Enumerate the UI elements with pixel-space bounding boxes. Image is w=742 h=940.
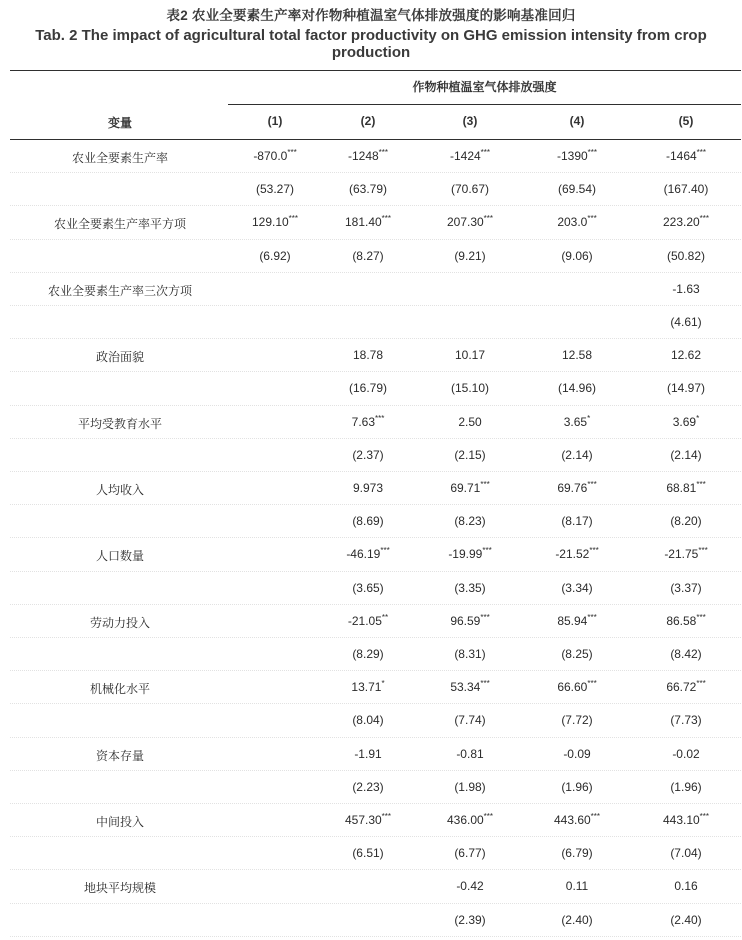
- cell-value: 18.78: [352, 348, 384, 363]
- cell-value: (2.37): [352, 447, 384, 462]
- table-cell-col-4: [527, 348, 627, 362]
- table-cell-col-4: [527, 149, 627, 163]
- cell-value: -46.19: [346, 547, 381, 562]
- cell-value: -1424: [449, 149, 481, 163]
- significance-stars: ***: [381, 812, 392, 821]
- cell-value: (2.40): [670, 912, 702, 927]
- significance-stars: ***: [587, 480, 597, 489]
- table-row-standard-error: [0, 837, 742, 870]
- significance-stars: ***: [381, 214, 392, 224]
- table-cell-col-5: [636, 481, 736, 495]
- cell-value: 443.10: [662, 813, 700, 827]
- table-row-coefficient: [0, 804, 742, 837]
- table-row-coefficient: [0, 339, 742, 372]
- cell-value: (2.40): [561, 912, 593, 927]
- table-cell-col-5: [636, 249, 736, 263]
- table-cell-col-3: [420, 614, 520, 628]
- table-row-coefficient: [0, 870, 742, 903]
- cell-value: (3.37): [670, 580, 702, 595]
- dependent-variable-header: 作物种植温室气体排放强度: [412, 80, 557, 94]
- significance-stars: ***: [696, 612, 706, 622]
- cell-value: (2.39): [454, 912, 486, 927]
- table-cell-col-5: [636, 780, 736, 794]
- table-cell-col-3: [420, 348, 520, 362]
- table-cell-col-4: [527, 680, 627, 694]
- cell-value: -1248: [347, 149, 379, 163]
- table-cell-col-5: [636, 182, 736, 196]
- table-cell-col-5: [636, 713, 736, 727]
- table-row-standard-error: [0, 771, 742, 804]
- table-cell-col-3: [420, 381, 520, 395]
- table-cell-col-4: [527, 747, 627, 761]
- column-header-2: (2): [360, 114, 376, 128]
- table-cell-col-5: [636, 747, 736, 761]
- table-cell-col-5: [636, 448, 736, 462]
- table-cell-col-3: [420, 481, 520, 495]
- table-cell-col-3: [420, 647, 520, 661]
- table-cell-col-1: [225, 215, 325, 229]
- table-cell-col-2: [318, 481, 418, 495]
- table-row-standard-error: [0, 505, 742, 538]
- row-label: 地块平均规模: [83, 881, 156, 896]
- table-cell-col-5: [636, 647, 736, 661]
- cell-value: (3.34): [561, 580, 593, 595]
- cell-value: 66.60: [557, 680, 588, 695]
- table-cell-col-3: [420, 514, 520, 528]
- significance-stars: ***: [480, 148, 491, 157]
- significance-stars: ***: [287, 148, 297, 157]
- cell-value: (8.69): [352, 514, 384, 529]
- significance-stars: ***: [699, 812, 710, 821]
- cell-value: 129.10: [251, 215, 289, 230]
- table-row-standard-error: [0, 904, 742, 937]
- cell-value: -0.09: [563, 746, 591, 761]
- table-cell-col-3: [420, 713, 520, 727]
- cell-value: -0.81: [456, 746, 484, 761]
- table-cell-col-2: [318, 780, 418, 794]
- table-row-standard-error: [0, 572, 742, 605]
- cell-value: (15.10): [450, 381, 490, 396]
- cell-value: -1464: [665, 149, 697, 163]
- cell-value: 69.71: [450, 481, 481, 495]
- cell-value: 68.81: [666, 481, 697, 495]
- cell-value: (6.51): [352, 846, 384, 861]
- cell-value: 457.30: [344, 813, 382, 827]
- cell-value: 203.0: [557, 215, 588, 230]
- table-row-coefficient: [0, 538, 742, 571]
- cell-value: 181.40: [344, 215, 382, 230]
- cell-value: 3.69: [672, 414, 697, 429]
- significance-stars: *: [696, 413, 700, 423]
- table-cell-col-2: [318, 215, 418, 229]
- table-row-coefficient: [0, 738, 742, 771]
- significance-stars: ***: [699, 214, 710, 224]
- cell-value: (50.82): [666, 248, 706, 263]
- table-cell-col-3: [420, 913, 520, 927]
- cell-value: (63.79): [348, 182, 388, 197]
- table-cell-col-2: [318, 680, 418, 694]
- cell-value: (3.65): [352, 580, 384, 595]
- table-cell-col-3: [420, 215, 520, 229]
- significance-stars: ***: [378, 148, 389, 157]
- table-cell-col-5: [636, 913, 736, 927]
- significance-stars: ***: [480, 612, 490, 622]
- cell-value: (6.79): [561, 846, 593, 861]
- cell-value: (8.23): [454, 514, 486, 529]
- table-cell-col-3: [420, 249, 520, 263]
- row-label: 政治面貌: [95, 350, 144, 365]
- table-cell-col-2: [318, 747, 418, 761]
- cell-value: 3.65: [563, 414, 588, 429]
- table-cell-col-5: [636, 415, 736, 429]
- cell-value: -19.99: [448, 547, 483, 562]
- cell-value: 10.17: [454, 348, 486, 363]
- row-divider: [10, 936, 741, 938]
- cell-value: -0.02: [672, 746, 700, 761]
- table-row-coefficient: [0, 472, 742, 505]
- cell-value: (7.04): [670, 846, 702, 861]
- cell-value: (8.20): [670, 514, 702, 529]
- significance-stars: ***: [482, 546, 492, 556]
- significance-stars: *: [587, 413, 591, 423]
- table-cell-col-4: [527, 514, 627, 528]
- row-label: 资本存量: [95, 748, 144, 763]
- table-row-standard-error: [0, 372, 742, 405]
- cell-value: -1.63: [672, 281, 700, 296]
- significance-stars: ***: [698, 546, 708, 556]
- cell-value: 223.20: [662, 215, 700, 230]
- cell-value: -0.42: [456, 879, 484, 894]
- significance-stars: ***: [590, 812, 601, 821]
- table-cell-col-4: [527, 415, 627, 429]
- significance-stars: ***: [480, 480, 490, 489]
- table-top-rule: [10, 70, 741, 71]
- significance-stars: *: [381, 679, 385, 689]
- table-cell-col-2: [318, 713, 418, 727]
- cell-value: (8.25): [561, 647, 593, 661]
- table-cell-col-2: [318, 149, 418, 163]
- table-cell-col-4: [527, 381, 627, 395]
- table-cell-col-5: [636, 581, 736, 595]
- table-cell-col-5: [636, 614, 736, 628]
- table-row-standard-error: [0, 439, 742, 472]
- significance-stars: ***: [288, 214, 299, 224]
- cell-value: 66.72: [666, 680, 697, 695]
- column-header-5: (5): [678, 114, 694, 128]
- table-cell-col-2: [318, 647, 418, 661]
- cell-value: (4.61): [670, 315, 702, 329]
- cell-value: 2.50: [458, 414, 482, 429]
- cell-value: (8.31): [454, 647, 486, 661]
- column-header-1: (1): [267, 114, 283, 128]
- table-row-standard-error: [0, 638, 742, 671]
- significance-stars: ***: [589, 546, 599, 556]
- table-cell-col-2: [318, 581, 418, 595]
- cell-value: -21.75: [664, 547, 699, 562]
- table-cell-col-3: [420, 813, 520, 827]
- table-cell-col-4: [527, 614, 627, 628]
- table-cell-col-2: [318, 348, 418, 362]
- table-cell-col-3: [420, 879, 520, 893]
- table-cell-col-4: [527, 481, 627, 495]
- cell-value: 86.58: [666, 613, 697, 628]
- table-cell-col-5: [636, 879, 736, 893]
- cell-value: 7.63: [351, 414, 375, 429]
- significance-stars: ***: [696, 679, 706, 689]
- cell-value: 0.11: [565, 879, 589, 894]
- table-cell-col-5: [636, 282, 736, 296]
- significance-stars: ***: [375, 413, 385, 423]
- table-row-standard-error: [0, 704, 742, 737]
- table-row-standard-error: [0, 173, 742, 206]
- table-cell-col-2: [318, 614, 418, 628]
- table-cell-col-3: [420, 415, 520, 429]
- cell-value: (2.23): [352, 779, 384, 794]
- table-cell-col-4: [527, 813, 627, 827]
- table-cell-col-4: [527, 581, 627, 595]
- cell-value: -21.05: [347, 613, 382, 628]
- significance-stars: ***: [587, 214, 597, 224]
- cell-value: (7.73): [670, 713, 702, 728]
- table-cell-col-3: [420, 747, 520, 761]
- significance-stars: ***: [483, 812, 494, 821]
- table-cell-col-4: [527, 846, 627, 860]
- cell-value: (1.96): [561, 779, 593, 794]
- table-cell-col-5: [636, 381, 736, 395]
- table-cell-col-2: [318, 813, 418, 827]
- cell-value: (69.54): [557, 182, 597, 197]
- table-cell-col-1: [225, 249, 325, 263]
- table-cell-col-3: [420, 581, 520, 595]
- cell-value: (14.96): [557, 381, 597, 396]
- table-cell-col-3: [420, 448, 520, 462]
- cell-value: (7.72): [561, 713, 593, 728]
- cell-value: (6.92): [259, 248, 291, 263]
- column-header-4: (4): [569, 114, 585, 128]
- cell-value: 436.00: [446, 813, 484, 827]
- cell-value: 207.30: [446, 215, 484, 230]
- table-row-coefficient: [0, 671, 742, 704]
- table-row-standard-error: [0, 306, 742, 339]
- cell-value: (8.27): [352, 248, 384, 263]
- table-cell-col-5: [636, 680, 736, 694]
- column-header-3: (3): [462, 114, 478, 128]
- table-cell-col-3: [420, 680, 520, 694]
- cell-value: (2.14): [561, 447, 593, 462]
- cell-value: (16.79): [348, 381, 388, 396]
- cell-value: (8.42): [670, 647, 702, 661]
- cell-value: 13.71: [351, 680, 382, 695]
- row-label: 人均收入: [95, 483, 144, 497]
- table-cell-col-3: [420, 780, 520, 794]
- table-cell-col-5: [636, 215, 736, 229]
- spanner-rule: [228, 104, 741, 105]
- table-cell-col-2: [318, 415, 418, 429]
- table-cell-col-5: [636, 348, 736, 362]
- row-label: 农业全要素生产率三次方项: [47, 283, 192, 298]
- table-cell-col-4: [527, 647, 627, 661]
- significance-stars: **: [381, 612, 389, 622]
- table-cell-col-4: [527, 215, 627, 229]
- table-title-english: Tab. 2 The impact of agricultural total factor productivity on GHG emission intensity from crop production: [35, 27, 707, 61]
- row-label: 劳动力投入: [89, 615, 150, 630]
- table-cell-col-5: [636, 547, 736, 561]
- significance-stars: ***: [483, 214, 494, 224]
- cell-value: (14.97): [666, 381, 706, 396]
- cell-value: (7.74): [454, 713, 486, 728]
- table-cell-col-3: [420, 846, 520, 860]
- table-row-coefficient: [0, 206, 742, 239]
- cell-value: (70.67): [450, 182, 490, 197]
- significance-stars: ***: [587, 148, 598, 157]
- cell-value: -21.52: [555, 547, 590, 562]
- table-cell-col-3: [420, 182, 520, 196]
- table-cell-col-2: [318, 249, 418, 263]
- cell-value: 85.94: [557, 613, 588, 628]
- cell-value: (8.04): [352, 713, 384, 728]
- cell-value: (8.29): [352, 647, 384, 661]
- cell-value: 12.58: [561, 348, 593, 363]
- cell-value: -1.91: [354, 746, 382, 761]
- table-cell-col-1: [225, 182, 325, 196]
- cell-value: (9.06): [561, 248, 593, 263]
- table-cell-col-3: [420, 547, 520, 561]
- table-cell-col-5: [636, 813, 736, 827]
- cell-value: (8.17): [561, 514, 593, 529]
- table-cell-col-2: [318, 381, 418, 395]
- table-cell-col-3: [420, 149, 520, 163]
- variable-column-header: 变量: [107, 116, 132, 130]
- significance-stars: ***: [696, 148, 707, 157]
- table-cell-col-4: [527, 713, 627, 727]
- table-cell-col-2: [318, 547, 418, 561]
- table-row-coefficient: [0, 605, 742, 638]
- significance-stars: ***: [587, 679, 597, 689]
- cell-value: 12.62: [670, 348, 702, 363]
- table-cell-col-5: [636, 514, 736, 528]
- cell-value: (2.15): [454, 447, 486, 462]
- significance-stars: ***: [587, 612, 597, 622]
- table-cell-col-5: [636, 846, 736, 860]
- cell-value: -870.0: [253, 149, 288, 163]
- table-row-coefficient: [0, 406, 742, 439]
- cell-value: 0.16: [674, 879, 698, 894]
- table-cell-col-4: [527, 182, 627, 196]
- cell-value: (1.98): [454, 779, 486, 794]
- table-cell-col-4: [527, 780, 627, 794]
- row-label: 农业全要素生产率平方项: [53, 217, 186, 232]
- cell-value: (53.27): [255, 182, 295, 197]
- cell-value: 9.973: [352, 481, 384, 495]
- row-label: 农业全要素生产率: [71, 151, 168, 165]
- significance-stars: ***: [480, 679, 490, 689]
- row-label: 机械化水平: [89, 682, 150, 697]
- table-row-coefficient: [0, 273, 742, 306]
- cell-value: (3.35): [454, 580, 486, 595]
- table-cell-col-5: [636, 149, 736, 163]
- cell-value: (167.40): [663, 182, 709, 197]
- table-cell-col-4: [527, 913, 627, 927]
- cell-value: 69.76: [557, 481, 588, 495]
- significance-stars: ***: [696, 480, 706, 489]
- table-cell-col-4: [527, 249, 627, 263]
- table-cell-col-1: [225, 149, 325, 163]
- table-row-standard-error: [0, 240, 742, 273]
- table-cell-col-5: [636, 315, 736, 329]
- cell-value: -1390: [556, 149, 588, 163]
- cell-value: (9.21): [454, 248, 486, 263]
- table-cell-col-4: [527, 547, 627, 561]
- table-cell-col-4: [527, 448, 627, 462]
- cell-value: 53.34: [450, 680, 481, 695]
- table-cell-col-2: [318, 448, 418, 462]
- table-cell-col-4: [527, 879, 627, 893]
- table-cell-col-2: [318, 846, 418, 860]
- table-row-coefficient: [0, 140, 742, 173]
- cell-value: (6.77): [454, 846, 486, 861]
- cell-value: 96.59: [450, 613, 481, 628]
- row-label: 平均受教育水平: [77, 416, 162, 431]
- significance-stars: ***: [380, 546, 390, 556]
- table-cell-col-2: [318, 182, 418, 196]
- cell-value: 443.60: [553, 813, 591, 827]
- table-cell-col-2: [318, 514, 418, 528]
- row-label: 人口数量: [95, 549, 144, 564]
- cell-value: (1.96): [670, 779, 702, 794]
- table-title-chinese: 表2 农业全要素生产率对作物种植温室气体排放强度的影响基准回归: [166, 8, 576, 23]
- cell-value: (2.14): [670, 447, 702, 462]
- row-label: 中间投入: [95, 815, 144, 829]
